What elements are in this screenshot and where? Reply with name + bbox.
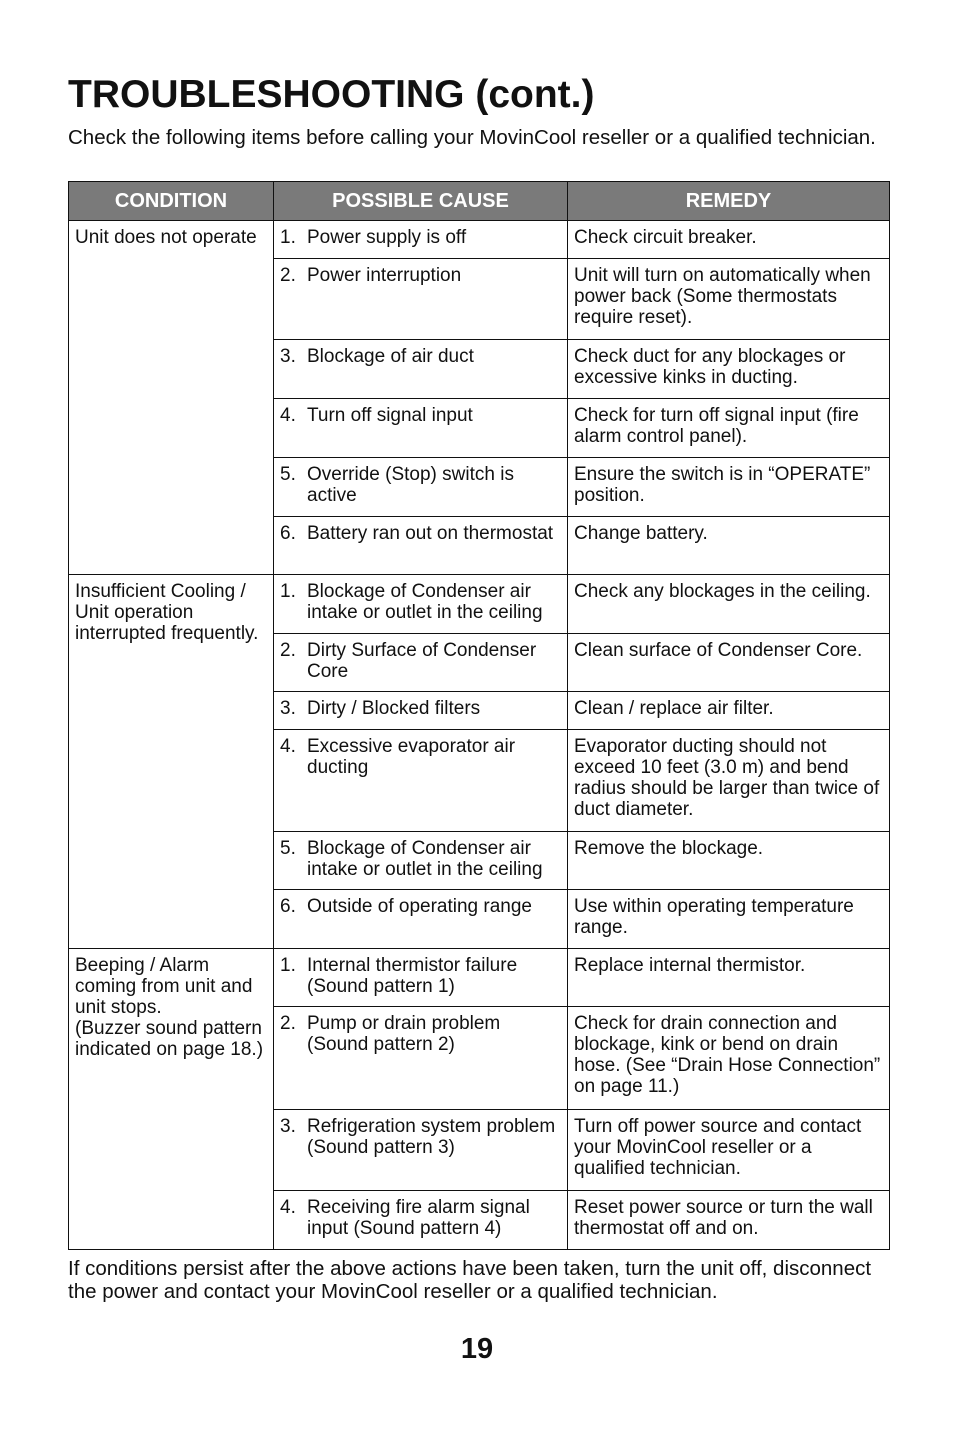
condition-cell <box>69 949 274 1250</box>
cause-text: Dirty Surface of Condenser Core <box>307 640 537 682</box>
cause-cell <box>274 259 568 340</box>
cause-number: 4. <box>280 736 296 757</box>
remedy-cell: Turn off power source and contact your MovinCool reseller or a qualified technician. <box>568 1110 890 1191</box>
cause-number: 1. <box>280 227 296 248</box>
cause-text: Refrigeration system problem (Sound pattern 3) <box>307 1116 556 1158</box>
cause-text: Override (Stop) switch is active <box>307 464 514 506</box>
cause-number: 6. <box>280 523 296 544</box>
cause-text: Blockage of Condenser air intake or outlet in the ceiling <box>307 581 543 623</box>
cause-number: 2. <box>280 1013 296 1034</box>
cause-number: 1. <box>280 581 296 602</box>
remedy-cell: Ensure the switch is in “OPERATE” position. <box>568 458 890 517</box>
page-title: TROUBLESHOOTING (cont.) <box>68 73 595 116</box>
header-remedy: REMEDY <box>568 182 890 221</box>
cause-cell <box>274 634 568 692</box>
header-condition: CONDITION <box>69 182 274 221</box>
cause-text: Power supply is off <box>307 227 467 248</box>
troubleshooting-table <box>68 181 890 1250</box>
cause-number: 3. <box>280 1116 296 1137</box>
intro-text: Check the following items before calling your MovinCool reseller or a qualified technician. <box>68 126 876 149</box>
condition-cell <box>69 221 274 575</box>
footer-note: If conditions persist after the above actions have been taken, turn the unit off, disconnect the power and contact your MovinCool reseller or a qualified technician. <box>68 1257 872 1303</box>
cause-text: Outside of operating range <box>307 896 532 917</box>
cause-number: 1. <box>280 955 296 976</box>
cause-text: Internal thermistor failure (Sound pattern 1) <box>307 955 518 997</box>
page-number: 19 <box>460 1333 494 1365</box>
cause-text: Power interruption <box>307 265 462 286</box>
condition-note: (Buzzer sound pattern indicated on page 18.) <box>75 1018 264 1060</box>
remedy-cell: Unit will turn on automatically when power back (Some thermostats require reset). <box>568 259 890 340</box>
remedy-cell: Remove the blockage. <box>568 832 890 890</box>
remedy-cell: Reset power source or turn the wall thermostat off and on. <box>568 1191 890 1250</box>
condition-text: Unit does not operate <box>75 227 257 248</box>
table-header-row <box>69 182 890 221</box>
cause-cell <box>274 890 568 949</box>
remedy-cell: Check for turn off signal input (fire alarm control panel). <box>568 399 890 458</box>
cause-number: 4. <box>280 405 296 426</box>
remedy-cell: Replace internal thermistor. <box>568 949 890 1007</box>
header-possible-cause: POSSIBLE CAUSE <box>274 182 568 221</box>
cause-number: 5. <box>280 464 296 485</box>
cause-cell <box>274 832 568 890</box>
cause-number: 4. <box>280 1197 296 1218</box>
cause-number: 2. <box>280 640 296 661</box>
cause-text: Excessive evaporator air ducting <box>307 736 516 778</box>
cause-cell <box>274 1007 568 1110</box>
table-row <box>69 949 890 1007</box>
remedy-cell: Check circuit breaker. <box>568 221 890 259</box>
cause-cell <box>274 1110 568 1191</box>
table-row <box>69 221 890 259</box>
remedy-cell: Check duct for any blockages or excessive kinks in ducting. <box>568 340 890 399</box>
cause-text: Turn off signal input <box>307 405 473 426</box>
cause-text: Receiving fire alarm signal input (Sound pattern 4) <box>307 1197 530 1239</box>
cause-cell <box>274 221 568 259</box>
cause-cell <box>274 692 568 730</box>
cause-cell <box>274 517 568 575</box>
cause-number: 3. <box>280 698 296 719</box>
condition-cell <box>69 575 274 949</box>
cause-text: Battery ran out on thermostat <box>307 523 554 544</box>
cause-cell <box>274 340 568 399</box>
cause-cell <box>274 399 568 458</box>
cause-text: Blockage of Condenser air intake or outlet in the ceiling <box>307 838 543 880</box>
remedy-cell: Check any blockages in the ceiling. <box>568 575 890 634</box>
cause-cell <box>274 575 568 634</box>
remedy-cell: Use within operating temperature range. <box>568 890 890 949</box>
table-row <box>69 575 890 634</box>
cause-number: 6. <box>280 896 296 917</box>
remedy-cell: Clean / replace air filter. <box>568 692 890 730</box>
condition-text: Beeping / Alarm coming from unit and unit stops. <box>75 955 253 1018</box>
cause-number: 3. <box>280 346 296 367</box>
cause-text: Dirty / Blocked filters <box>307 698 481 719</box>
cause-cell <box>274 949 568 1007</box>
cause-number: 5. <box>280 838 296 859</box>
cause-text: Blockage of air duct <box>307 346 474 367</box>
cause-cell <box>274 1191 568 1250</box>
remedy-cell: Check for drain connection and blockage, kink or bend on drain hose. (See “Drain Hose Connection” on page 11.) <box>568 1007 890 1110</box>
remedy-cell: Clean surface of Condenser Core. <box>568 634 890 692</box>
cause-cell <box>274 730 568 832</box>
condition-text: Insufficient Cooling / Unit operation interrupted frequently. <box>75 581 259 644</box>
remedy-cell: Change battery. <box>568 517 890 575</box>
cause-text: Pump or drain problem (Sound pattern 2) <box>307 1013 501 1055</box>
remedy-cell: Evaporator ducting should not exceed 10 feet (3.0 m) and bend radius should be larger than twice of duct diameter. <box>568 730 890 832</box>
cause-cell <box>274 458 568 517</box>
cause-number: 2. <box>280 265 296 286</box>
